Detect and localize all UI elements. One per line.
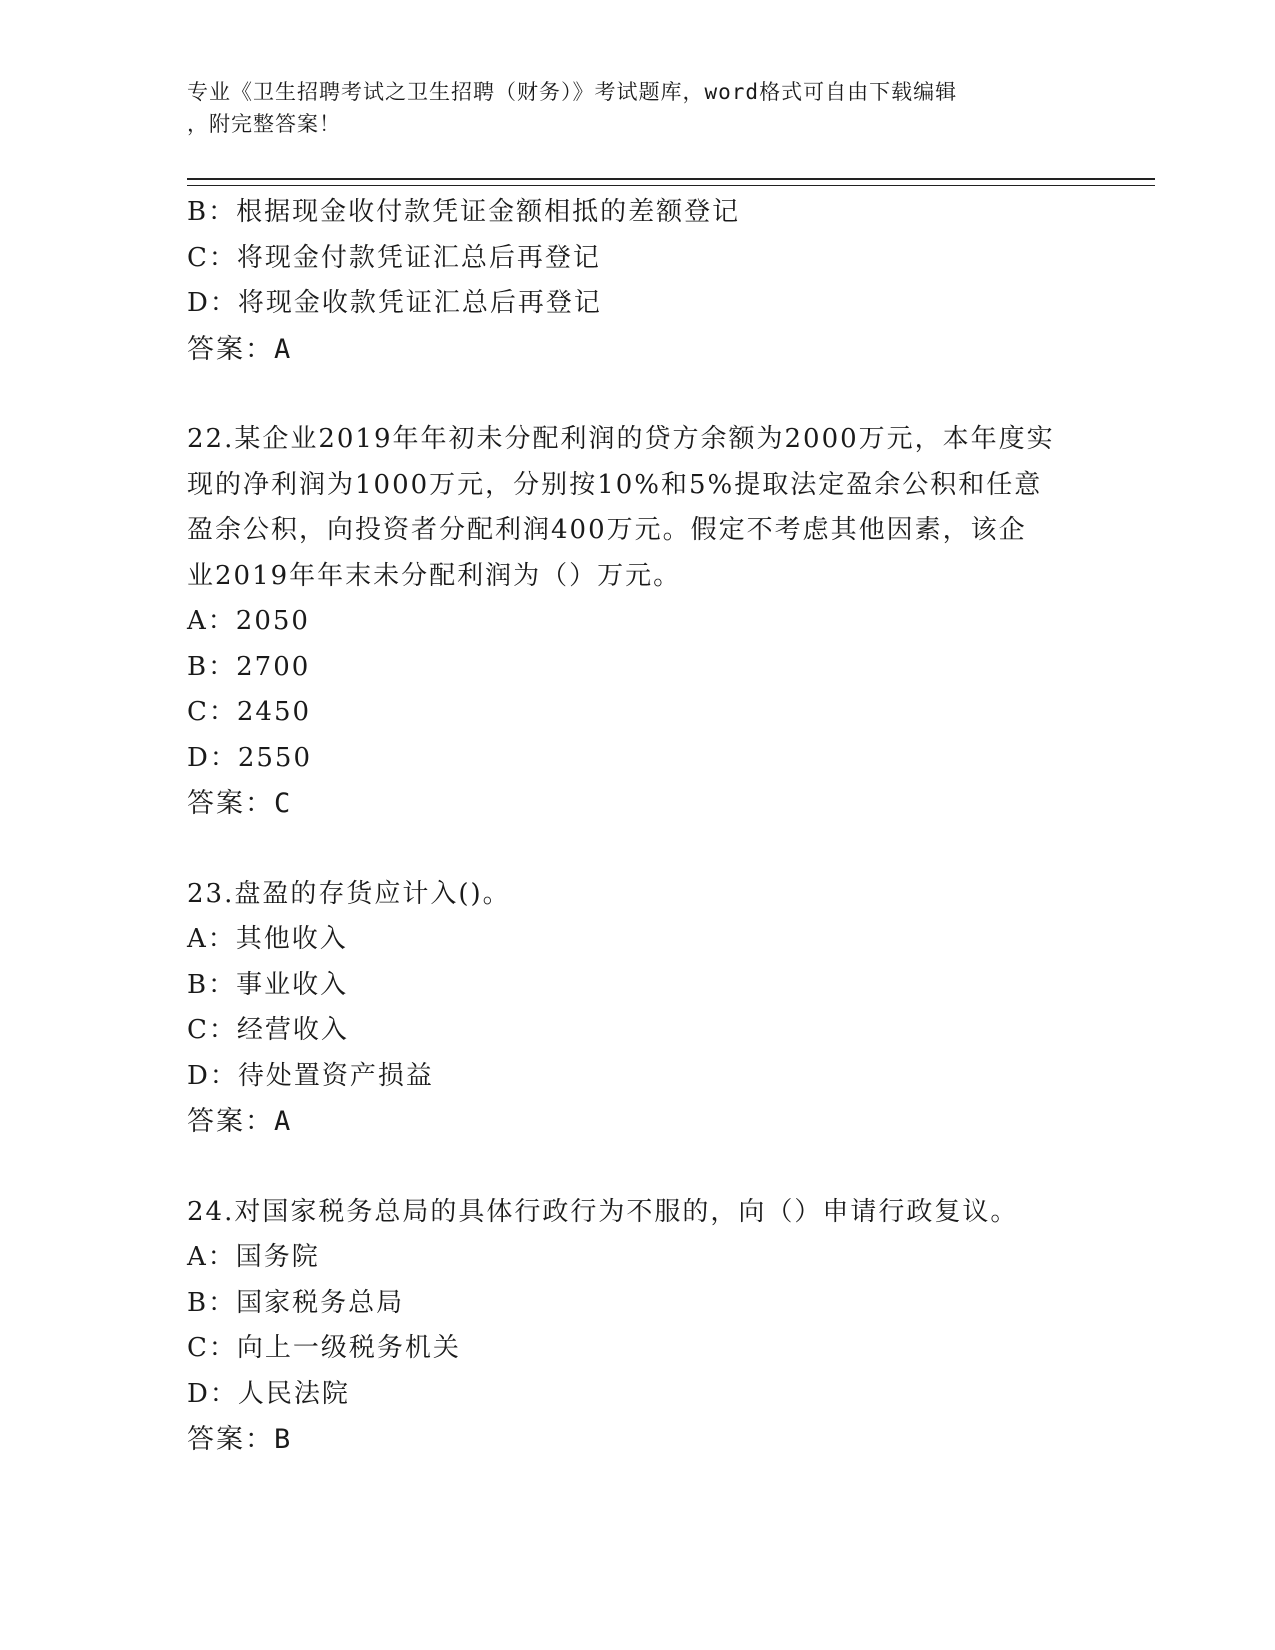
option-c: C：2450 [187, 697, 312, 727]
question-list [187, 190, 1067, 1463]
header-line-1: 专业《卫生招聘考试之卫生招聘（财务）》考试题库，word格式可自由下载编辑 [187, 80, 958, 104]
question-stem-line: 23.盘盈的存货应计入()。 [187, 878, 511, 909]
question-stem-line: 24.对国家税务总局的具体行政行为不服的，向（）申请行政复议。 [187, 1196, 1019, 1227]
option-b: B：根据现金收付款凭证金额相抵的差额登记 [187, 197, 741, 227]
option-a: A：其他收入 [187, 924, 348, 954]
question-22 [187, 417, 1067, 827]
answer-line: 答案：A [187, 333, 293, 365]
option-a: A：2050 [187, 606, 310, 636]
option-d: D：待处置资产损益 [187, 1060, 434, 1091]
question-24 [187, 1190, 1067, 1463]
header-divider [187, 178, 1155, 186]
option-a: A：国务院 [187, 1242, 320, 1272]
option-d: D：人民法院 [187, 1378, 350, 1409]
question-stem-line: 22.某企业2019年年初未分配利润的贷方余额为2000万元，本年度实 [187, 424, 1055, 454]
document-header [187, 76, 1067, 140]
option-c: C：将现金付款凭证汇总后再登记 [187, 242, 601, 273]
answer-line: 答案：C [187, 788, 293, 819]
option-c: C：向上一级税务机关 [187, 1333, 461, 1363]
partial-question [187, 190, 1067, 372]
answer-line: 答案：B [187, 1424, 293, 1455]
option-b: B：2700 [187, 651, 311, 682]
question-23 [187, 872, 1067, 1145]
question-stem-line: 现的净利润为1000万元，分别按10%和5%提取法定盈余公积和任意 [187, 469, 1043, 500]
option-d: D：2550 [187, 742, 313, 773]
option-c: C：经营收入 [187, 1015, 349, 1045]
header-line-2: ，附完整答案！ [187, 112, 341, 136]
option-b: B：国家税务总局 [187, 1287, 405, 1318]
question-stem-line: 业2019年年末未分配利润为（）万元。 [187, 560, 682, 591]
option-b: B：事业收入 [187, 969, 349, 1000]
answer-line: 答案：A [187, 1106, 293, 1137]
question-stem-line: 盈余公积，向投资者分配利润400万元。假定不考虑其他因素，该企 [187, 515, 1027, 545]
option-d: D：将现金收款凭证汇总后再登记 [187, 288, 602, 318]
